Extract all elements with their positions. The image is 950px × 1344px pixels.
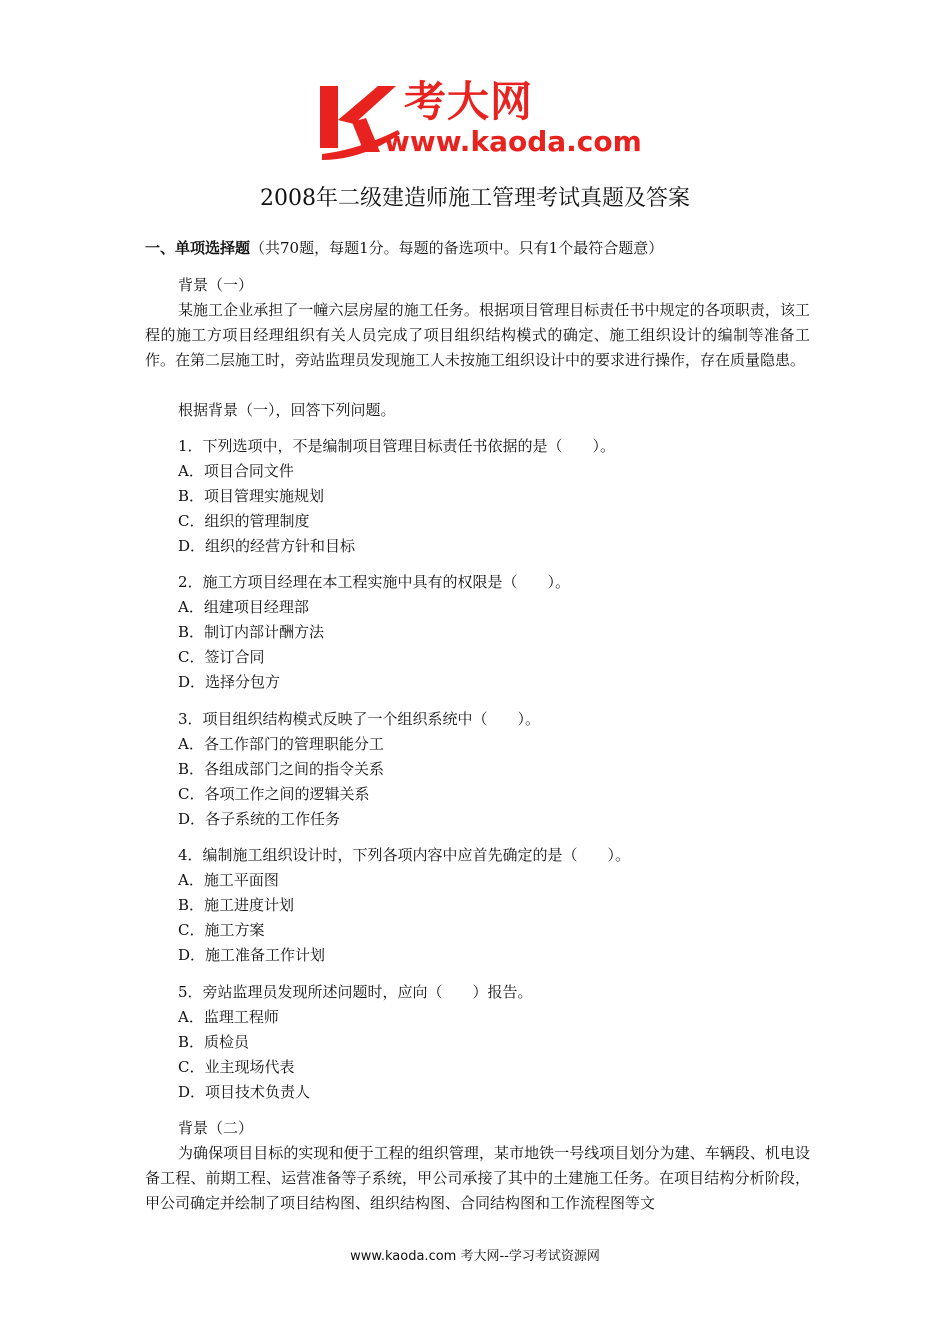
option-c: C．业主现场代表 [178, 1058, 295, 1076]
question-stem: 2．施工方项目经理在本工程实施中具有的权限是（ ）。 [178, 573, 571, 591]
option-a: A．项目合同文件 [178, 462, 294, 480]
option-c: C．施工方案 [178, 921, 265, 939]
question-stem: 3．项目组织结构模式反映了一个组织系统中（ ）。 [178, 710, 541, 728]
background-1-label: 背景（一） [178, 276, 254, 294]
page-title: 2008年二级建造师施工管理考试真题及答案 [260, 186, 690, 211]
page-footer: www.kaoda.com 考大网--学习考试资源网 [350, 1249, 600, 1264]
question-stem: 4．编制施工组织设计时，下列各项内容中应首先确定的是（ ）。 [178, 846, 631, 864]
option-b: B．各组成部门之间的指令关系 [178, 760, 385, 778]
option-a: A．监理工程师 [178, 1008, 279, 1026]
option-b: B．制订内部计酬方法 [178, 623, 325, 641]
background-2-label: 背景（二） [178, 1119, 254, 1137]
option-c: C．组织的管理制度 [178, 512, 310, 530]
section-note: （共70题，每题1分。每题的备选项中。只有1个最符合题意） [250, 239, 664, 257]
question-stem: 5．旁站监理员发现所述问题时，应向（ ）报告。 [178, 983, 533, 1001]
option-d: D．各子系统的工作任务 [178, 810, 341, 828]
background-1-text: 某施工企业承担了一幢六层房屋的施工任务。根据项目管理目标责任书中规定的各项职责，该工程的施工方项目经理组织有关人员完成了项目组织结构模式的确定、施工组织设计的编制等准备工作。在第二层施工时，旁站监理员发现施工人未按施工组织设计中的要求进行操作，存在质量隐患。 [145, 301, 810, 369]
section-heading [145, 236, 825, 260]
option-c: C．各项工作之间的逻辑关系 [178, 785, 370, 803]
option-a: A．施工平面图 [178, 871, 279, 889]
option-b: B．施工进度计划 [178, 896, 295, 914]
background-2-text: 为确保项目目标的实现和便于工程的组织管理，某市地铁一号线项目划分为建、车辆段、机电设备工程、前期工程、运营准备等子系统，甲公司承接了其中的土建施工任务。在项目结构分析阶段，甲公司确定并绘制了项目结构图、组织结构图、合同结构图和工作流程图等文 [145, 1144, 810, 1212]
option-d: D．组织的经营方针和目标 [178, 537, 356, 555]
background-1-prompt: 根据背景（一），回答下列问题。 [178, 401, 396, 419]
option-a: A．各工作部门的管理职能分工 [178, 735, 384, 753]
option-d: D．施工准备工作计划 [178, 946, 326, 964]
logo-name: 考大网 [404, 77, 534, 126]
option-d: D．选择分包方 [178, 673, 281, 691]
option-b: B．质检员 [178, 1033, 250, 1051]
option-c: C．签订合同 [178, 648, 265, 666]
section-label: 一、单项选择题 [145, 239, 251, 257]
kaoda-logo[interactable] [318, 77, 642, 162]
question-stem: 1．下列选项中，不是编制项目管理目标责任书依据的是（ ）。 [178, 437, 616, 455]
option-a: A．组建项目经理部 [178, 598, 309, 616]
option-b: B．项目管理实施规划 [178, 487, 325, 505]
logo-url: www.kaoda.com [384, 125, 642, 158]
option-d: D．项目技术负责人 [178, 1083, 311, 1101]
